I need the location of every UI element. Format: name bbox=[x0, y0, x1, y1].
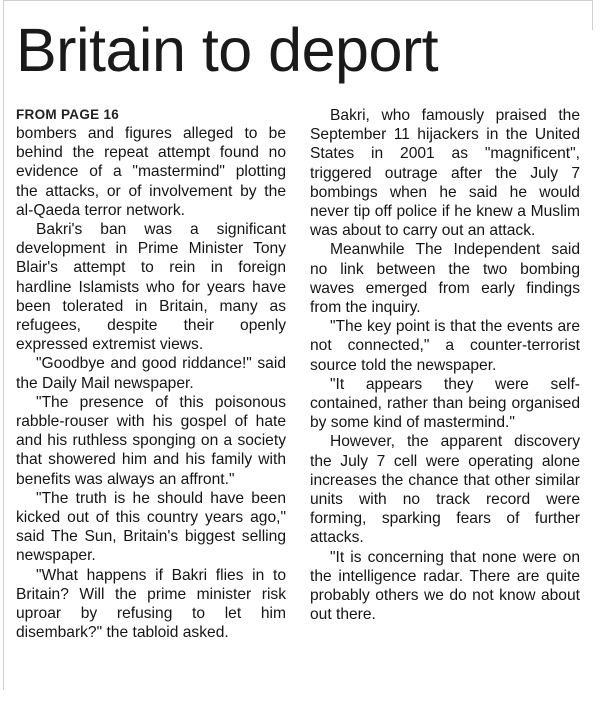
page-border-top bbox=[3, 0, 593, 1]
page-border-right bbox=[592, 0, 593, 30]
paragraph: "Goodbye and good riddance!" said the Daily Mail newspaper. bbox=[16, 355, 286, 392]
paragraph: "What happens if Bakri flies in to Britain? Will the prime minister risk uproar by refusing to let him disembark?" the tabloid asked. bbox=[16, 566, 286, 642]
paragraph: Bakri, who famously praised the September 11 hijackers in the United States in 2001 as "magnificent", triggered outrage after the July 7 bombings when he said he would never tip off police if he knew a Muslim was about to carry out an attack. bbox=[310, 107, 580, 240]
continuation-kicker: FROM PAGE 16 bbox=[16, 107, 120, 122]
paragraph: "The truth is he should have been kicked out of this country years ago," said The Sun, Britain's biggest selling newspaper. bbox=[16, 489, 286, 565]
paragraph: bombers and figures alleged to be behind the repeat attempt found no evidence of a "mastermind" plotting the attacks, or of involvement by the al-Qaeda terror network. bbox=[16, 125, 286, 219]
left-column bbox=[16, 106, 286, 642]
paragraph: Bakri's ban was a significant development in Prime Minister Tony Blair's attempt to rein in foreign hardline Islamists who for years have been tolerated in Britain, many as refugees, despite their openly expressed extremist views. bbox=[16, 221, 286, 354]
right-column bbox=[310, 106, 580, 624]
paragraph: "It appears they were self-contained, rather than being organised by some kind of mastermind." bbox=[310, 375, 580, 432]
paragraph: "The key point is that the events are not connected," a counter-terrorist source told the newspaper. bbox=[310, 318, 580, 374]
paragraph: Meanwhile The Independent said no link between the two bombing waves emerged from early findings from the inquiry. bbox=[310, 241, 580, 317]
paragraph: "The presence of this poisonous rabble-rouser with his gospel of hate and his ruthless sponging on a society that showered him and his family with benefits was always an affront." bbox=[16, 393, 286, 488]
paragraph: "It is concerning that none were on the intelligence radar. There are quite probably others we do not know about out there. bbox=[310, 548, 580, 624]
article-headline: Britain to deport bbox=[16, 16, 439, 84]
paragraph: However, the apparent discovery the July 7 cell were operating alone increases the chance that other similar units with no track record were forming, sparking fears of further attacks. bbox=[310, 433, 580, 547]
page-border-left bbox=[3, 0, 4, 690]
